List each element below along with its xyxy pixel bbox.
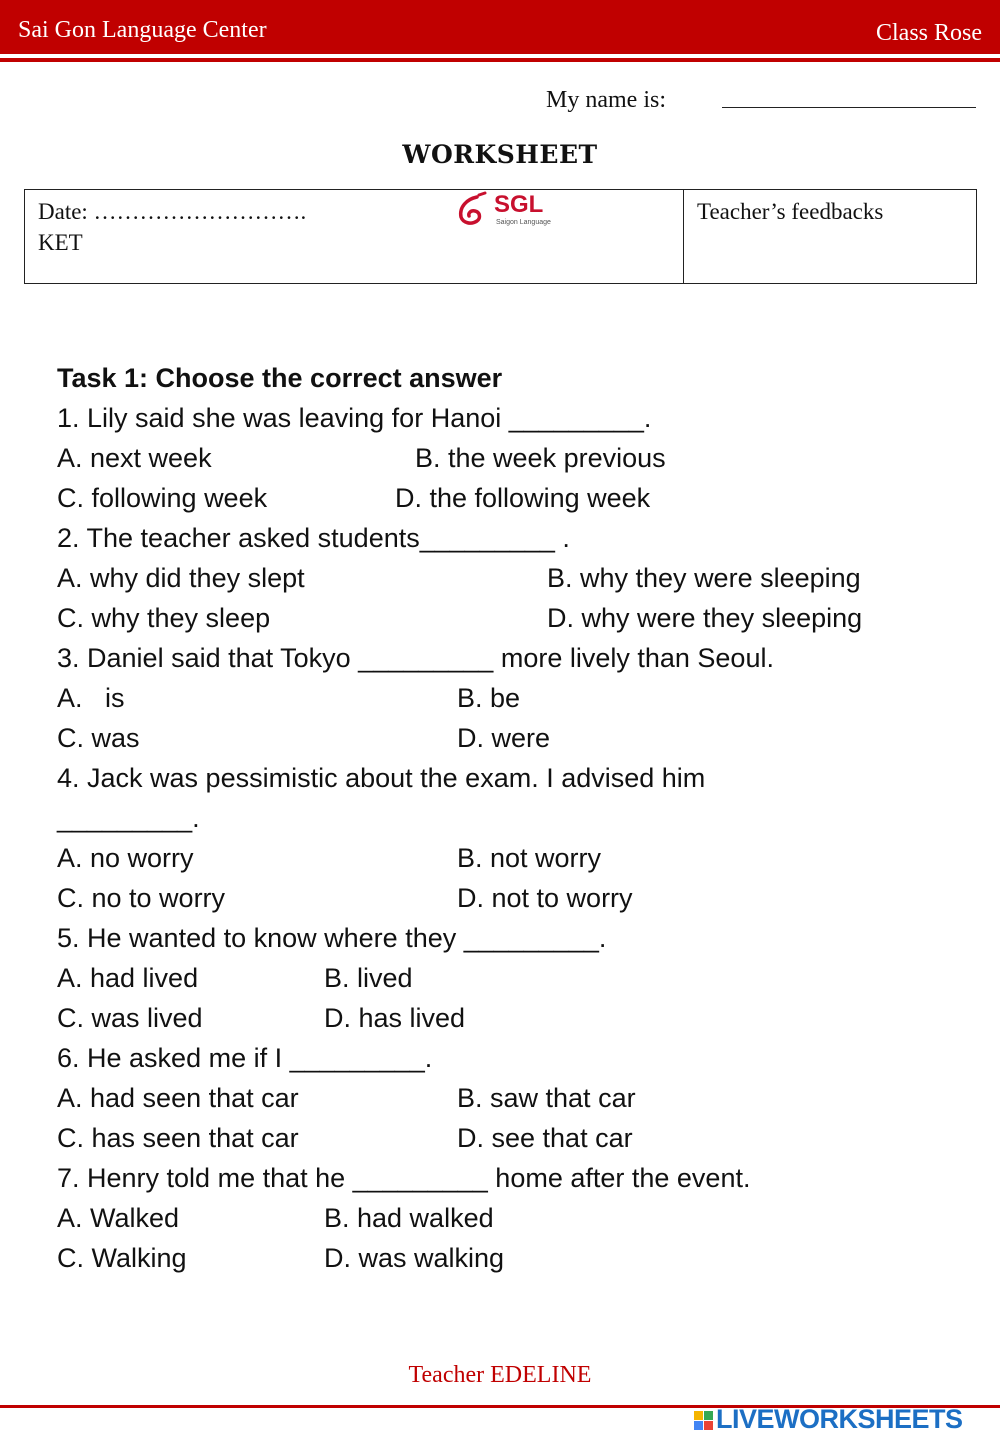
name-label: My name is: [546,87,666,113]
option-7b[interactable]: B. had walked [324,1203,494,1233]
logo-name: SGL [494,191,544,218]
question-6: 6. He asked me if I _________. [57,1043,433,1073]
option-5b[interactable]: B. lived [324,963,413,993]
center-name: Sai Gon Language Center [18,17,267,43]
question-1: 1. Lily said she was leaving for Hanoi _________. [57,403,652,433]
question-2: 2. The teacher asked students_________ . [57,523,570,553]
option-1a[interactable]: A. next week [57,443,212,473]
liveworksheets-logo-icon [694,1411,703,1420]
question-3: 3. Daniel said that Tokyo _________ more lively than Seoul. [57,643,774,673]
option-1c[interactable]: C. following week [57,483,268,513]
option-4d[interactable]: D. not to worry [457,883,633,913]
question-4-blank: _________. [57,803,200,833]
option-5a[interactable]: A. had lived [57,963,199,993]
option-3a[interactable]: A. is [57,683,125,713]
teacher-name: Teacher EDELINE [408,1362,592,1388]
option-7d[interactable]: D. was walking [324,1243,505,1273]
logo-square-4 [704,1421,713,1430]
task-title: Task 1: Choose the correct answer [57,363,503,393]
option-2b[interactable]: B. why they were sleeping [547,563,861,593]
logo-square-3 [694,1421,703,1430]
date-field: Date: ………………………. [38,199,307,224]
option-2a[interactable]: A. why did they slept [57,563,305,593]
option-3d[interactable]: D. were [457,723,551,753]
info-box-divider [683,189,684,284]
question-7: 7. Henry told me that he _________ home after the event. [57,1163,751,1193]
option-1d[interactable]: D. the following week [395,483,651,513]
option-4b[interactable]: B. not worry [457,843,602,873]
option-1b[interactable]: B. the week previous [415,443,666,473]
option-6b[interactable]: B. saw that car [457,1083,636,1113]
option-2c[interactable]: C. why they sleep [57,603,271,633]
liveworksheets-brand[interactable]: LIVEWORKSHEETS [716,1404,963,1434]
option-3b[interactable]: B. be [457,683,521,713]
header-divider [0,58,1000,62]
option-2d[interactable]: D. why were they sleeping [547,603,863,633]
option-5c[interactable]: C. was lived [57,1003,203,1033]
option-6d[interactable]: D. see that car [457,1123,633,1153]
option-5d[interactable]: D. has lived [324,1003,466,1033]
logo-subtext: Saigon Language [496,219,551,226]
question-4: 4. Jack was pessimistic about the exam. I advised him [57,763,706,793]
teacher-feedback-label: Teacher’s feedbacks [697,199,884,224]
option-7c[interactable]: C. Walking [57,1243,187,1273]
option-4a[interactable]: A. no worry [57,843,194,873]
option-4c[interactable]: C. no to worry [57,883,226,913]
class-name: Class Rose [875,20,982,46]
worksheet-title: WORKSHEET [402,140,598,169]
question-5: 5. He wanted to know where they _________. [57,923,607,953]
name-input-line[interactable] [722,107,976,108]
logo-square-2 [704,1411,713,1420]
option-6c[interactable]: C. has seen that car [57,1123,299,1153]
level-label: KET [38,230,83,255]
option-3c[interactable]: C. was [57,723,140,753]
option-6a[interactable]: A. had seen that car [57,1083,299,1113]
option-7a[interactable]: A. Walked [57,1203,180,1233]
